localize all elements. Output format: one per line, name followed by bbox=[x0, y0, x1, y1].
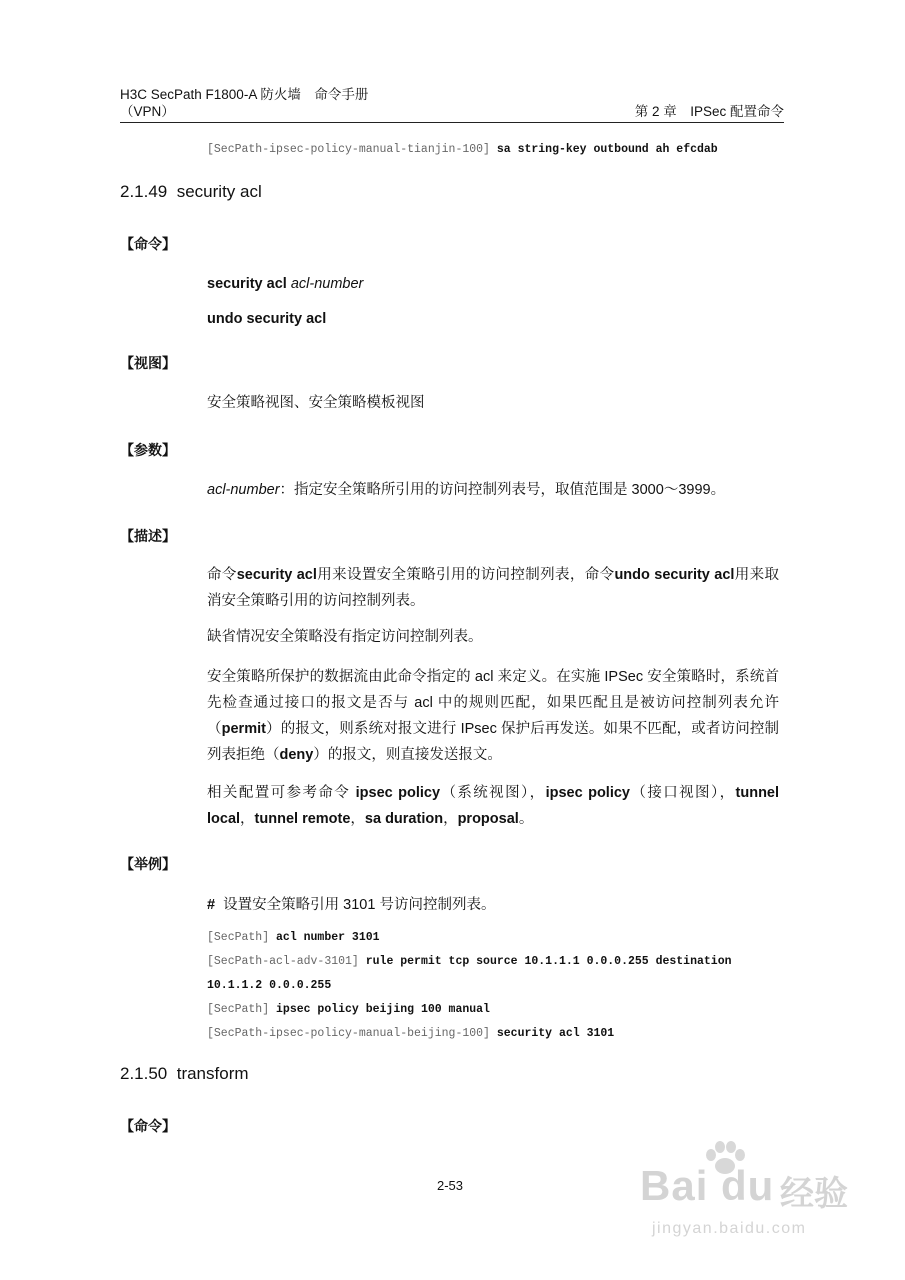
param-description: ：指定安全策略所引用的访问控制列表号，取值范围是 3000～3999。 bbox=[279, 482, 726, 498]
code-command: security acl 3101 bbox=[496, 1027, 615, 1040]
command-heading-next: 【命令】 bbox=[120, 1118, 176, 1134]
code-command: rule permit tcp source 10.1.1.1 0.0.0.255 destination bbox=[365, 955, 732, 968]
text-run: ）的报文，则直接发送报文。 bbox=[313, 747, 502, 763]
description-heading: 【描述】 bbox=[120, 528, 176, 544]
text-run: ， bbox=[240, 811, 255, 827]
command-reference: security acl bbox=[236, 567, 317, 583]
command-reference: deny bbox=[279, 747, 314, 763]
header-title: H3C SecPath F1800-A 防火墙 命令手册 bbox=[120, 87, 369, 102]
watermark-brand-cn: 经验 bbox=[780, 1175, 848, 1213]
text-run: 安全策略所保护的数据流由此命令指定的 acl 来定义。在实施 IPSec 安全策略时，系统首先检查通过接口的报文是否与 acl 中的规则匹配，如果匹配且是被访问控制列表允许（ bbox=[207, 669, 779, 737]
watermark-brand: Bai du bbox=[640, 1162, 775, 1209]
command-reference: tunnel local bbox=[207, 785, 780, 827]
description-paragraph-4 bbox=[207, 780, 779, 832]
code-command: sa string-key outbound ah efcdab bbox=[496, 143, 718, 156]
section-heading bbox=[120, 182, 262, 202]
code-line bbox=[207, 931, 380, 944]
code-command: ipsec policy beijing 100 manual bbox=[276, 1003, 490, 1016]
section-title: security acl bbox=[176, 182, 262, 201]
code-prompt: [SecPath] bbox=[207, 931, 277, 944]
baidu-jingyan-watermark bbox=[640, 1140, 870, 1260]
code-line bbox=[207, 955, 732, 968]
code-command: acl number 3101 bbox=[276, 931, 380, 944]
view-text: 安全策略视图、安全策略模板视图 bbox=[207, 395, 425, 411]
code-prompt: [SecPath-ipsec-policy-manual-beijing-100] bbox=[207, 1027, 497, 1040]
example-hash: # bbox=[207, 897, 216, 913]
example-comment: 设置安全策略引用 3101 号访问控制列表。 bbox=[223, 897, 496, 913]
command-keyword: security acl bbox=[207, 276, 287, 292]
command-reference: tunnel remote bbox=[254, 811, 351, 827]
command-argument: acl-number bbox=[290, 276, 364, 292]
page-number: 2-53 bbox=[437, 1178, 464, 1193]
command-heading: 【命令】 bbox=[120, 236, 176, 252]
command-reference: proposal bbox=[457, 811, 519, 827]
code-command: 10.1.1.2 0.0.0.255 bbox=[207, 979, 332, 992]
code-prompt: [SecPath-ipsec-policy-manual-tianjin-100] bbox=[207, 143, 490, 156]
command-syntax-1 bbox=[207, 271, 363, 297]
code-prompt: [SecPath] bbox=[207, 1003, 277, 1016]
code-line bbox=[207, 1027, 614, 1040]
view-heading: 【视图】 bbox=[120, 355, 176, 371]
example-comment-line bbox=[207, 892, 495, 918]
text-run: ， bbox=[443, 811, 458, 827]
text-run: 。 bbox=[518, 811, 534, 827]
text-run: 相关配置可参考命令 bbox=[207, 785, 356, 801]
section-number: 2.1.49 bbox=[120, 182, 168, 201]
section-heading-next bbox=[120, 1064, 249, 1084]
text-run: 用来取消安全策略引用的访问控制列表。 bbox=[207, 567, 779, 609]
param-heading: 【参数】 bbox=[120, 442, 176, 458]
undo-command: undo security acl bbox=[207, 311, 327, 327]
description-paragraph-1 bbox=[207, 562, 779, 614]
code-prompt: [SecPath-acl-adv-3101] bbox=[207, 955, 366, 968]
param-name: acl-number bbox=[207, 482, 280, 498]
text-run: 命令 bbox=[207, 567, 237, 583]
text-run: （系统视图）， bbox=[440, 785, 546, 801]
code-line-top bbox=[207, 143, 718, 156]
code-line bbox=[207, 979, 331, 992]
command-syntax-2 bbox=[207, 306, 326, 332]
header-subtitle: （VPN） bbox=[120, 104, 175, 119]
watermark-url: jingyan.baidu.com bbox=[652, 1220, 807, 1237]
command-reference: sa duration bbox=[364, 811, 444, 827]
param-line bbox=[207, 477, 725, 503]
command-reference: ipsec policy bbox=[355, 785, 441, 801]
code-line bbox=[207, 1003, 490, 1016]
text-run: ）的报文，则系统对报文进行 IPsec 保护后再发送。如果不匹配，或者访问控制列表拒绝（ bbox=[207, 721, 779, 763]
header-divider bbox=[120, 122, 784, 123]
text-run: ， bbox=[350, 811, 365, 827]
text-run: （接口视图）， bbox=[630, 785, 736, 801]
description-paragraph-2: 缺省情况安全策略没有指定访问控制列表。 bbox=[207, 629, 483, 645]
description-paragraph-3 bbox=[207, 664, 779, 768]
command-reference: undo security acl bbox=[614, 567, 735, 583]
text-run: 用来设置安全策略引用的访问控制列表，命令 bbox=[316, 567, 615, 583]
command-reference: ipsec policy bbox=[545, 785, 630, 801]
example-heading: 【举例】 bbox=[120, 856, 176, 872]
command-reference: permit bbox=[221, 721, 266, 737]
section-number: 2.1.50 bbox=[120, 1064, 168, 1083]
header-chapter: 第 2 章 IPSec 配置命令 bbox=[634, 104, 784, 119]
section-title: transform bbox=[176, 1064, 249, 1083]
